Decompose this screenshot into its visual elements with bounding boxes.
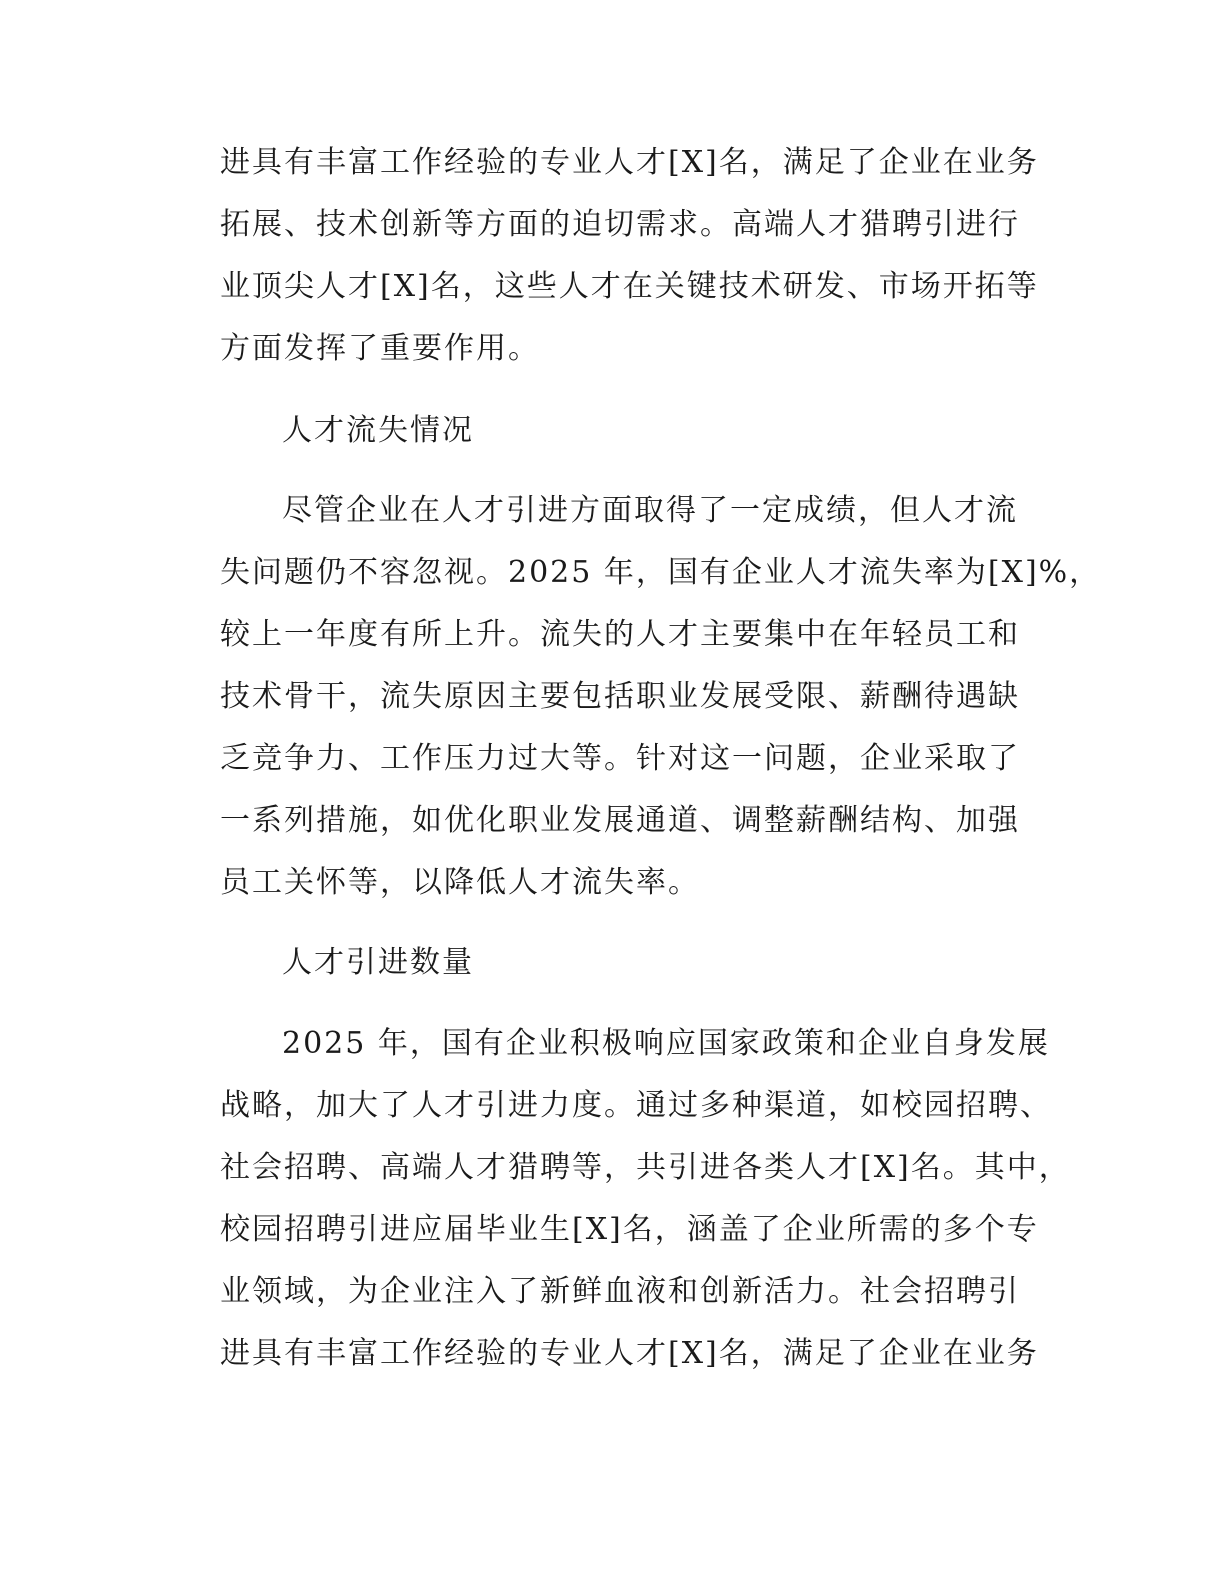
body-text-line: 员工关怀等，以降低人才流失率。 xyxy=(220,865,700,900)
body-text-line: 一系列措施，如优化职业发展通道、调整薪酬结构、加强 xyxy=(220,803,1020,838)
body-text-line: 战略，加大了人才引进力度。通过多种渠道，如校园招聘、 xyxy=(220,1088,1052,1123)
body-text-line: 进具有丰富工作经验的专业人才[X]名，满足了企业在业务 xyxy=(220,145,1039,180)
body-text-line: 方面发挥了重要作用。 xyxy=(220,331,540,366)
body-text-line: 2025 年，国有企业积极响应国家政策和企业自身发展 xyxy=(282,1026,1050,1061)
body-text-line: 业领域，为企业注入了新鲜血液和创新活力。社会招聘引 xyxy=(220,1274,1020,1309)
body-text-line: 拓展、技术创新等方面的迫切需求。高端人才猎聘引进行 xyxy=(220,207,1020,242)
body-text-line: 业顶尖人才[X]名，这些人才在关键技术研发、市场开拓等 xyxy=(220,269,1039,304)
body-text-line: 社会招聘、高端人才猎聘等，共引进各类人才[X]名。其中， xyxy=(220,1150,1071,1185)
body-text-line: 较上一年度有所上升。流失的人才主要集中在年轻员工和 xyxy=(220,617,1020,652)
section-heading: 人才流失情况 xyxy=(282,413,474,448)
section-heading: 人才引进数量 xyxy=(282,945,474,980)
body-text-line: 乏竞争力、工作压力过大等。针对这一问题，企业采取了 xyxy=(220,741,1020,776)
body-text-line: 技术骨干，流失原因主要包括职业发展受限、薪酬待遇缺 xyxy=(220,679,1020,714)
body-text-line: 进具有丰富工作经验的专业人才[X]名，满足了企业在业务 xyxy=(220,1336,1039,1371)
body-text-line: 尽管企业在人才引进方面取得了一定成绩，但人才流 xyxy=(282,493,1018,528)
body-text-line: 校园招聘引进应届毕业生[X]名，涵盖了企业所需的多个专 xyxy=(220,1212,1039,1247)
body-text-line: 失问题仍不容忽视。2025 年，国有企业人才流失率为[X]%， xyxy=(220,555,1102,590)
